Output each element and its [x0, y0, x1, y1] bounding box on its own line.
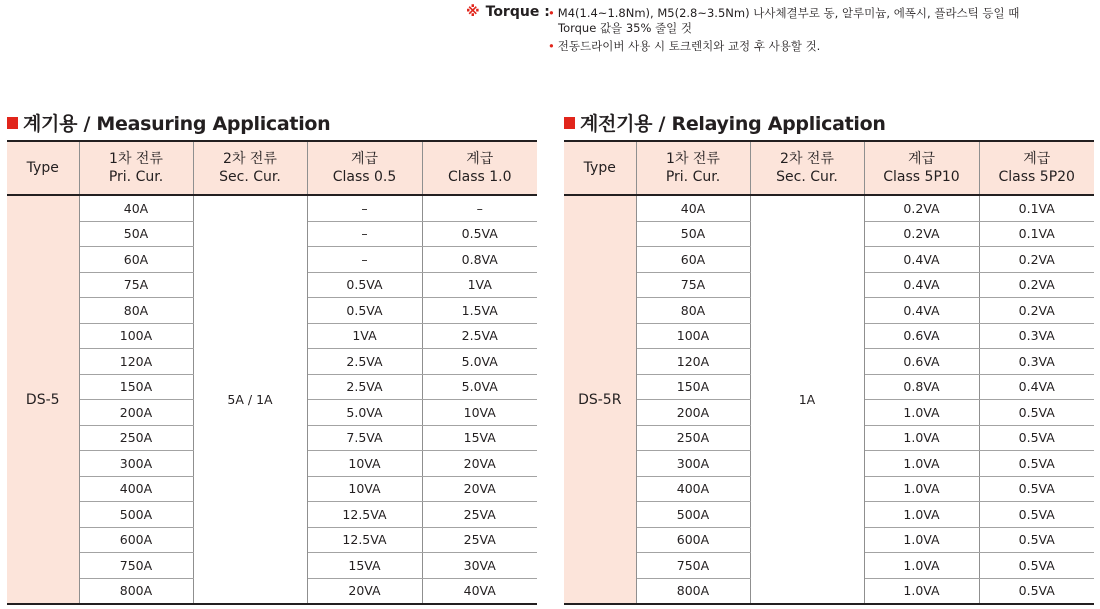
class-a-cell: 0.6VA — [864, 349, 979, 375]
primary-current-cell: 120A — [636, 349, 750, 375]
primary-current-cell: 150A — [636, 374, 750, 400]
primary-current-cell: 800A — [636, 578, 750, 604]
column-header-primary: Type — [26, 160, 59, 176]
column-header-secondary: Class 0.5 — [332, 169, 397, 185]
class-a-cell: 20VA — [307, 578, 422, 604]
primary-current-cell: 200A — [636, 400, 750, 426]
class-b-cell: 0.4VA — [979, 374, 1094, 400]
class-a-cell: 0.4VA — [864, 247, 979, 273]
primary-current-cell: 100A — [79, 323, 193, 349]
class-a-cell: 1.0VA — [864, 578, 979, 604]
class-a-cell: 0.8VA — [864, 374, 979, 400]
table-header-row — [564, 141, 1094, 195]
class-a-cell: 1.0VA — [864, 476, 979, 502]
class-a-cell: 15VA — [307, 553, 422, 579]
class-b-cell: – — [422, 195, 537, 221]
primary-current-cell: 80A — [79, 298, 193, 324]
primary-current-cell: 600A — [79, 527, 193, 553]
red-square-icon — [7, 117, 18, 129]
class-b-cell: 0.5VA — [422, 221, 537, 247]
class-b-cell: 0.5VA — [979, 502, 1094, 528]
primary-current-cell: 800A — [79, 578, 193, 604]
torque-note-text-1: M4(1.4~1.8Nm), M5(2.8~3.5Nm) 나사체결부로 동, 알루미늄, 에폭시, 플라스틱 등일 때 — [557, 6, 1020, 20]
class-b-cell: 0.1VA — [979, 221, 1094, 247]
column-header-secondary: Pri. Cur. — [665, 169, 721, 185]
class-b-cell: 0.5VA — [979, 527, 1094, 553]
torque-label — [466, 5, 550, 20]
class-a-cell: – — [307, 221, 422, 247]
class-a-cell: 10VA — [307, 476, 422, 502]
class-a-cell: 1.0VA — [864, 425, 979, 451]
class-a-cell: – — [307, 247, 422, 273]
primary-current-cell: 250A — [636, 425, 750, 451]
class-a-cell: 10VA — [307, 451, 422, 477]
class-b-cell: 0.5VA — [979, 400, 1094, 426]
class-b-cell: 0.2VA — [979, 247, 1094, 273]
relaying-section-title — [564, 109, 886, 136]
class-a-cell: 5.0VA — [307, 400, 422, 426]
column-header-primary: 계급 — [350, 151, 379, 167]
column-header — [193, 141, 307, 195]
column-header-secondary: Class 1.0 — [447, 169, 512, 185]
column-header — [750, 141, 864, 195]
class-a-cell: 0.5VA — [307, 298, 422, 324]
class-b-cell: 2.5VA — [422, 323, 537, 349]
column-header-primary: 계급 — [466, 151, 494, 167]
class-a-cell: 1VA — [307, 323, 422, 349]
column-header-secondary: Class 5P20 — [998, 169, 1075, 185]
column-header — [864, 141, 979, 195]
class-b-cell: 30VA — [422, 553, 537, 579]
primary-current-cell: 60A — [79, 247, 193, 273]
torque-note-text-1b: Torque 값을 35% 줄일 것 — [558, 21, 693, 35]
table-header-row — [7, 141, 537, 195]
class-b-cell: 25VA — [422, 502, 537, 528]
class-b-cell: 0.3VA — [979, 349, 1094, 375]
primary-current-cell: 300A — [636, 451, 750, 477]
class-b-cell: 40VA — [422, 578, 537, 604]
column-header-primary: 1차 전류 — [109, 151, 163, 167]
class-a-cell: 0.4VA — [864, 298, 979, 324]
column-header — [636, 141, 750, 195]
class-a-cell: 1.0VA — [864, 553, 979, 579]
bullet-icon: • — [548, 6, 555, 20]
column-header-secondary: Class 5P10 — [883, 169, 960, 185]
primary-current-cell: 400A — [79, 476, 193, 502]
primary-current-cell: 40A — [636, 195, 750, 221]
class-a-cell: 7.5VA — [307, 425, 422, 451]
primary-current-cell: 400A — [636, 476, 750, 502]
torque-label-text: Torque : — [485, 4, 550, 20]
primary-current-cell: 75A — [79, 272, 193, 298]
type-cell: DS-5 — [7, 195, 79, 604]
column-header-primary: 계급 — [907, 151, 936, 167]
class-b-cell: 0.5VA — [979, 553, 1094, 579]
class-b-cell: 0.5VA — [979, 451, 1094, 477]
column-header-secondary: Pri. Cur. — [108, 169, 164, 185]
column-header — [79, 141, 193, 195]
torque-note — [466, 6, 1086, 54]
primary-current-cell: 250A — [79, 425, 193, 451]
class-b-cell: 1VA — [422, 272, 537, 298]
class-a-cell: 0.5VA — [307, 272, 422, 298]
primary-current-cell: 50A — [79, 221, 193, 247]
class-b-cell: 10VA — [422, 400, 537, 426]
primary-current-cell: 150A — [79, 374, 193, 400]
class-b-cell: 1.5VA — [422, 298, 537, 324]
class-b-cell: 25VA — [422, 527, 537, 553]
class-a-cell: 0.2VA — [864, 221, 979, 247]
column-header-primary: Type — [583, 160, 616, 176]
primary-current-cell: 80A — [636, 298, 750, 324]
primary-current-cell: 75A — [636, 272, 750, 298]
column-header — [7, 141, 79, 195]
class-b-cell: 0.2VA — [979, 272, 1094, 298]
class-a-cell: – — [307, 195, 422, 221]
column-header — [979, 141, 1094, 195]
primary-current-cell: 60A — [636, 247, 750, 273]
torque-note-line2 — [466, 39, 1086, 54]
column-header — [564, 141, 636, 195]
secondary-current-cell: 1A — [750, 195, 864, 604]
reference-mark: ※ — [466, 4, 480, 20]
primary-current-cell: 750A — [636, 553, 750, 579]
red-square-icon — [564, 117, 575, 129]
class-b-cell: 0.1VA — [979, 195, 1094, 221]
class-b-cell: 0.5VA — [979, 476, 1094, 502]
class-a-cell: 0.6VA — [864, 323, 979, 349]
measuring-table — [7, 140, 537, 605]
table-row — [7, 195, 537, 221]
class-a-cell: 0.2VA — [864, 195, 979, 221]
class-b-cell: 20VA — [422, 451, 537, 477]
class-b-cell: 0.5VA — [979, 578, 1094, 604]
primary-current-cell: 750A — [79, 553, 193, 579]
bullet-icon: • — [548, 39, 555, 53]
class-a-cell: 12.5VA — [307, 527, 422, 553]
column-header-primary: 계급 — [1023, 151, 1051, 167]
primary-current-cell: 500A — [79, 502, 193, 528]
type-cell: DS-5R — [564, 195, 636, 604]
column-header-primary: 2차 전류 — [780, 151, 834, 167]
primary-current-cell: 100A — [636, 323, 750, 349]
class-b-cell: 5.0VA — [422, 349, 537, 375]
column-header-primary: 1차 전류 — [666, 151, 720, 167]
primary-current-cell: 120A — [79, 349, 193, 375]
column-header — [307, 141, 422, 195]
class-a-cell: 1.0VA — [864, 502, 979, 528]
class-a-cell: 1.0VA — [864, 527, 979, 553]
class-b-cell: 0.2VA — [979, 298, 1094, 324]
relaying-title-text: 계전기용 / Relaying Application — [580, 113, 886, 135]
primary-current-cell: 50A — [636, 221, 750, 247]
class-a-cell: 12.5VA — [307, 502, 422, 528]
primary-current-cell: 600A — [636, 527, 750, 553]
class-b-cell: 15VA — [422, 425, 537, 451]
column-header-secondary: Sec. Cur. — [219, 169, 281, 185]
primary-current-cell: 500A — [636, 502, 750, 528]
secondary-current-cell: 5A / 1A — [193, 195, 307, 604]
primary-current-cell: 40A — [79, 195, 193, 221]
column-header — [422, 141, 537, 195]
measuring-section-title — [7, 109, 330, 136]
column-header-secondary: Sec. Cur. — [776, 169, 838, 185]
torque-note-text-2: 전동드라이버 사용 시 토크렌치와 교정 후 사용할 것. — [557, 39, 821, 53]
measuring-title-text: 계기용 / Measuring Application — [23, 113, 331, 135]
relaying-table — [564, 140, 1094, 605]
table-row — [564, 195, 1094, 221]
class-b-cell: 0.3VA — [979, 323, 1094, 349]
primary-current-cell: 300A — [79, 451, 193, 477]
class-b-cell: 5.0VA — [422, 374, 537, 400]
class-a-cell: 1.0VA — [864, 400, 979, 426]
class-a-cell: 2.5VA — [307, 374, 422, 400]
column-header-primary: 2차 전류 — [223, 151, 277, 167]
class-b-cell: 0.5VA — [979, 425, 1094, 451]
class-a-cell: 1.0VA — [864, 451, 979, 477]
torque-note-line1 — [466, 6, 1086, 36]
class-b-cell: 20VA — [422, 476, 537, 502]
class-a-cell: 0.4VA — [864, 272, 979, 298]
class-a-cell: 2.5VA — [307, 349, 422, 375]
primary-current-cell: 200A — [79, 400, 193, 426]
class-b-cell: 0.8VA — [422, 247, 537, 273]
